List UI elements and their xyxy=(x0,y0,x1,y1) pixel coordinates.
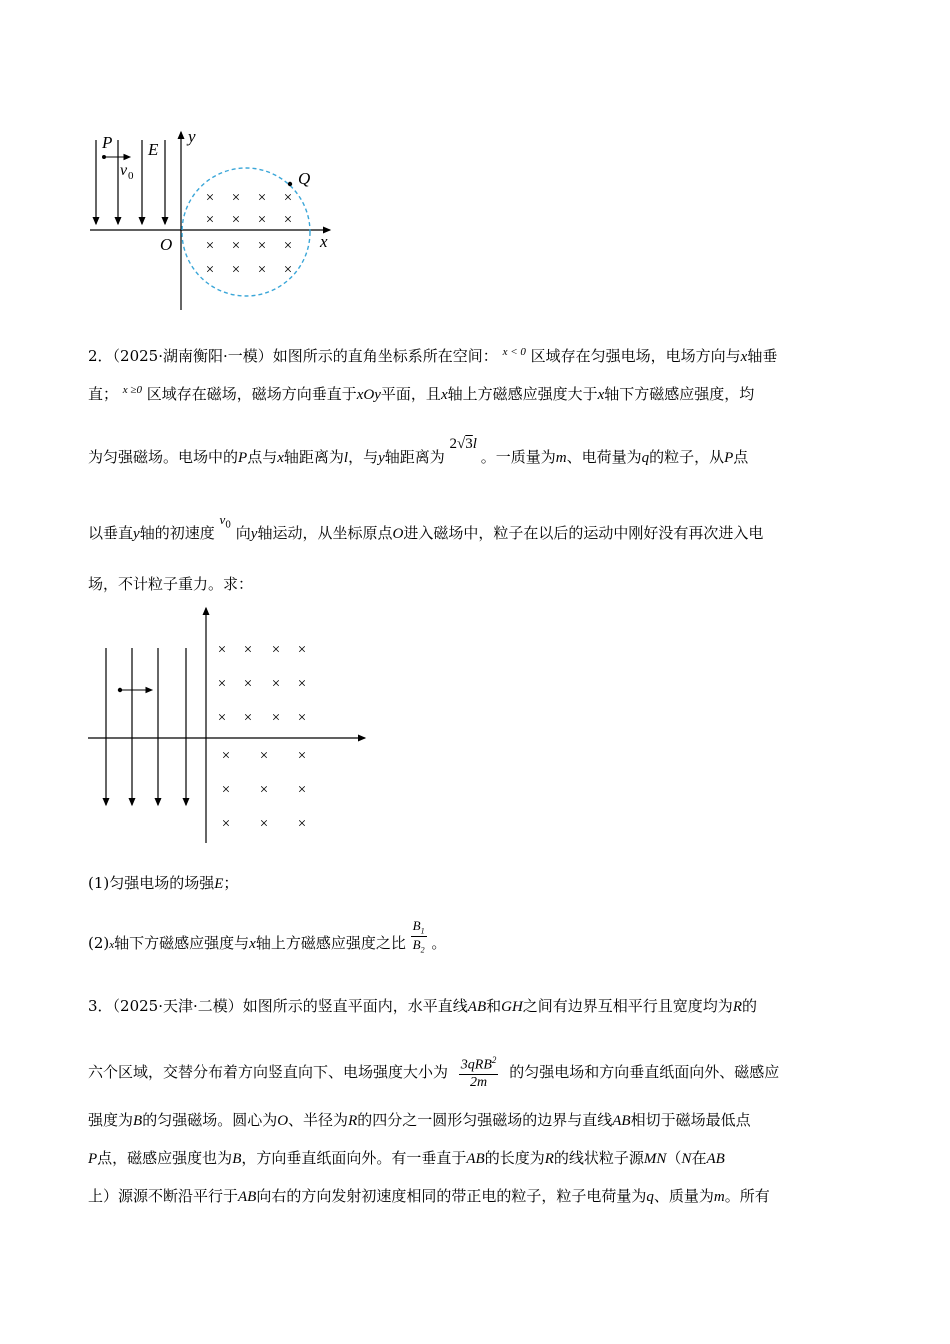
field-cross: × xyxy=(231,190,241,206)
q2-line-2: 直； $^{x \ge 0}$ 区域存在磁场，磁场方向垂直于xOy平面，且x轴上方磁感应强度大于x轴下方磁感应强度，均 xyxy=(88,384,755,403)
field-crosses xyxy=(218,642,306,832)
field-cross: × xyxy=(221,748,231,764)
q3-line-5: 上）源源不断沿平行于AB向右的方向发射初速度相同的带正电的粒子，粒子电荷量为q、质量为m。所有 xyxy=(88,1187,770,1205)
field-cross: × xyxy=(231,212,241,228)
label-v0-sub: 0 xyxy=(128,170,134,182)
field-cross: × xyxy=(205,212,215,228)
field-cross: × xyxy=(243,642,253,658)
field-cross: × xyxy=(271,642,281,658)
q2-line-5: 场，不计粒子重力。求： xyxy=(88,575,254,593)
field-cross: × xyxy=(217,710,227,726)
q3-line-4: P点，磁感应强度也为B，方向垂直纸面向外。有一垂直于AB的长度为R的线状粒子源MN（N在AB xyxy=(88,1149,725,1167)
q2-line-1: 2．（2025·湖南衡阳·一模）如图所示的直角坐标系所在空间： $^{x < 0}$ 区域存在匀强电场，电场方向与x轴垂 xyxy=(88,346,778,365)
figure-2 xyxy=(80,600,380,850)
label-v0: v xyxy=(120,162,128,179)
field-cross: × xyxy=(283,238,293,254)
field-cross: × xyxy=(271,676,281,692)
q2-line-3: 为匀强磁场。电场中的P点与x轴距离为l，与y轴距离为 2√3l 。一质量为m、电荷量为q的粒子，从P点 xyxy=(88,436,749,466)
field-cross: × xyxy=(259,748,269,764)
field-cross: × xyxy=(205,190,215,206)
field-cross: × xyxy=(271,710,281,726)
ratio-fraction: $\frac{B_1}{B_2}$ xyxy=(412,918,425,955)
field-cross: × xyxy=(205,238,215,254)
field-cross: × xyxy=(221,816,231,832)
field-cross: × xyxy=(257,262,267,278)
figure-1 xyxy=(80,120,350,315)
field-cross: × xyxy=(205,262,215,278)
field-cross: × xyxy=(297,816,307,832)
field-cross: × xyxy=(221,782,231,798)
q3-line-1: 3．（2025·天津·二模）如图所示的竖直平面内，水平直线AB和GH之间有边界互相平行且宽度均为R的 xyxy=(88,997,757,1015)
field-cross: × xyxy=(283,190,293,206)
field-cross: × xyxy=(283,212,293,228)
distance-expression: 2√3l xyxy=(449,436,477,452)
label-o: O xyxy=(160,235,173,254)
field-cross: × xyxy=(243,676,253,692)
point-q xyxy=(288,182,292,186)
field-cross: × xyxy=(231,262,241,278)
q3-line-3: 强度为B的匀强磁场。圆心为O、半径为R的四分之一圆形匀强磁场的边界与直线AB相切于磁场最低点 xyxy=(88,1111,751,1129)
label-e: E xyxy=(148,140,159,159)
label-y: y xyxy=(188,127,196,146)
field-cross: × xyxy=(257,190,267,206)
label-x: x xyxy=(320,232,328,251)
field-cross: × xyxy=(257,212,267,228)
field-cross: × xyxy=(217,676,227,692)
field-cross: × xyxy=(283,262,293,278)
q3-line-2: 六个区域，交替分布着方向竖直向下、电场强度大小为 $\frac{3qRB^2}{2m}$ 的匀强电场和方向垂直纸面向外、磁感应 xyxy=(88,1055,780,1090)
field-cross: × xyxy=(297,748,307,764)
field-cross: × xyxy=(259,816,269,832)
field-cross: × xyxy=(231,238,241,254)
q2-sub-2: (2)x轴下方磁感应强度与x轴上方磁感应强度之比 $\frac{B_1}{B_2}$ 。 xyxy=(88,918,447,955)
field-fraction: $\frac{3qRB^2}{2m}$ xyxy=(460,1055,497,1090)
label-p: P xyxy=(102,133,113,152)
q2-line-4: 以垂直y轴的初速度 $v_0$ 向y轴运动，从坐标原点O进入磁场中，粒子在以后的运动中刚好没有再次进入电 xyxy=(88,512,764,542)
field-cross: × xyxy=(297,710,307,726)
field-cross: × xyxy=(297,642,307,658)
field-crosses xyxy=(206,190,292,278)
field-cross: × xyxy=(297,782,307,798)
field-cross: × xyxy=(243,710,253,726)
label-q: Q xyxy=(298,169,311,188)
field-cross: × xyxy=(257,238,267,254)
field-cross: × xyxy=(259,782,269,798)
q2-sub-1: (1)匀强电场的场强E； xyxy=(88,874,239,892)
field-cross: × xyxy=(217,642,227,658)
field-cross: × xyxy=(297,676,307,692)
